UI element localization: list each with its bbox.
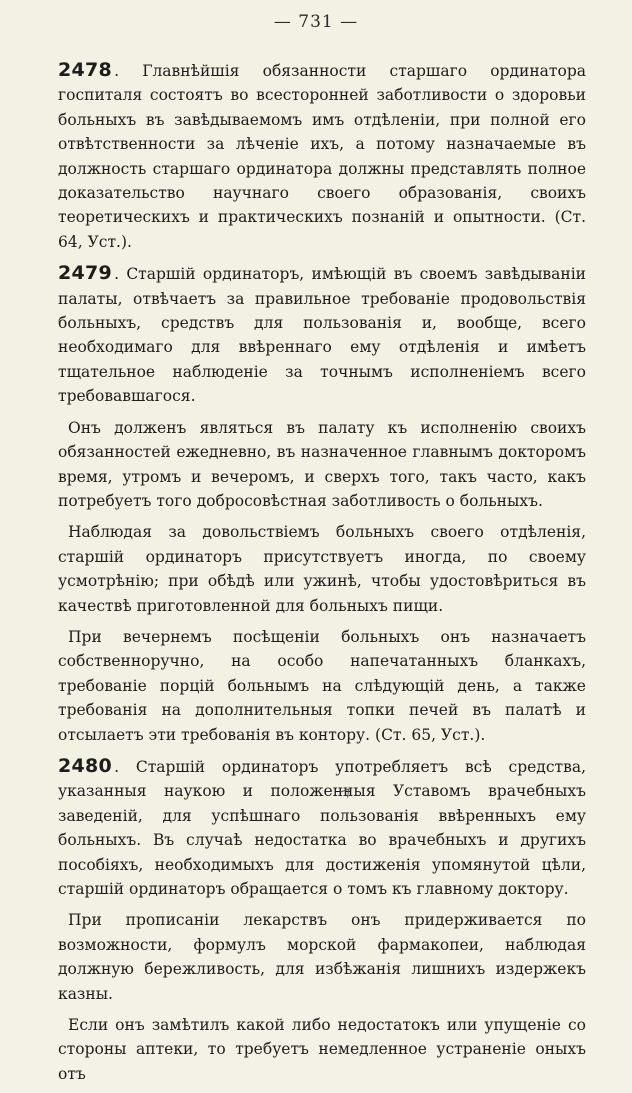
article-text: . Главнѣйшія обязанности старшаго ординатора госпиталя состоятъ во всесторонней заботливости о здоровьи больныхъ въ завѣдываемомъ имъ отдѣленіи, при полной его отвѣтственности за лѣченіе ихъ, а потому назначаемые въ должность старшаго ординатора должны представлять полное доказательство научнаго своего образованія, своихъ теоретическихъ и практическихъ познаній и опытности. (Ст. 64, Уст.). (58, 62, 586, 251)
paragraph: Наблюдая за довольствіемъ больныхъ своего отдѣленія, старшій ординаторъ присутствуетъ иногда, по своему усмотрѣнію; при обѣдѣ или ужинѣ, чтобы удостовѣриться въ качествѣ приготовленной для больныхъ пищи. (58, 523, 586, 615)
page-number: — 731 — (273, 12, 359, 32)
paragraph: При прописаніи лекарствъ онъ придерживается по возможности, формулъ морской фармакопеи, наблюдая должную бережливость, для избѣжанія лишнихъ издержекъ казны. (58, 911, 586, 1003)
article-number: 2479 (58, 262, 113, 285)
paragraph: При вечернемъ посѣщеніи больныхъ онъ назначаетъ собственноручно, на особо напечатанныхъ бланкахъ, требованіе порцій больнымъ на слѣдующій день, а также требованія на дополнительныя топки печей въ палатѣ и отсылаетъ эти требованія въ контору. (Ст. 65, Уст.). (58, 627, 586, 744)
paragraph: Онъ долженъ являться въ палату къ исполненію своихъ обязанностей ежедневно, въ назначенное главнымъ докторомъ время, утромъ и вечеромъ, и сверхъ того, такъ часто, какъ потребуетъ того добросовѣстная заботливость о больныхъ. (58, 418, 586, 510)
article-number: 2480 (58, 754, 113, 777)
article-text: . Старшій ординаторъ, имѣющій въ своемъ завѣдываніи палаты, отвѣчаетъ за правильное требованіе продовольствія больныхъ, средствъ для пользованія и, вообще, всего необходимаго для ввѣреннаго ему отдѣленія и имѣетъ тщательное наблюденіе за точнымъ исполненіемъ всего требовавшагося. (58, 265, 586, 406)
article-number: 2478 (58, 59, 113, 81)
page-body (58, 58, 586, 1093)
article-text: . Старшій ординаторъ употребляетъ всѣ средства, указанныя наукою и положенныя Уставомъ врачебныхъ заведеній, для успѣшнаго пользованія ввѣренныхъ ему больныхъ. Въ случаѣ недостатка во врачебныхъ и другихъ пособіяхъ, необходимыхъ для достиженія упомянутой цѣли, старшій ординаторъ обращается о томъ къ главному доктору. (58, 757, 586, 898)
paragraph: Если онъ замѣтилъ какой либо недостатокъ или упущеніе со стороны аптеки, то требуетъ немедленное устраненіе оныхъ отъ (58, 1016, 586, 1083)
article-2478-paragraph (58, 58, 586, 254)
article-2479-paragraph (58, 261, 586, 408)
article-2480-paragraph (58, 754, 586, 901)
pen-mark-icon (339, 787, 353, 801)
